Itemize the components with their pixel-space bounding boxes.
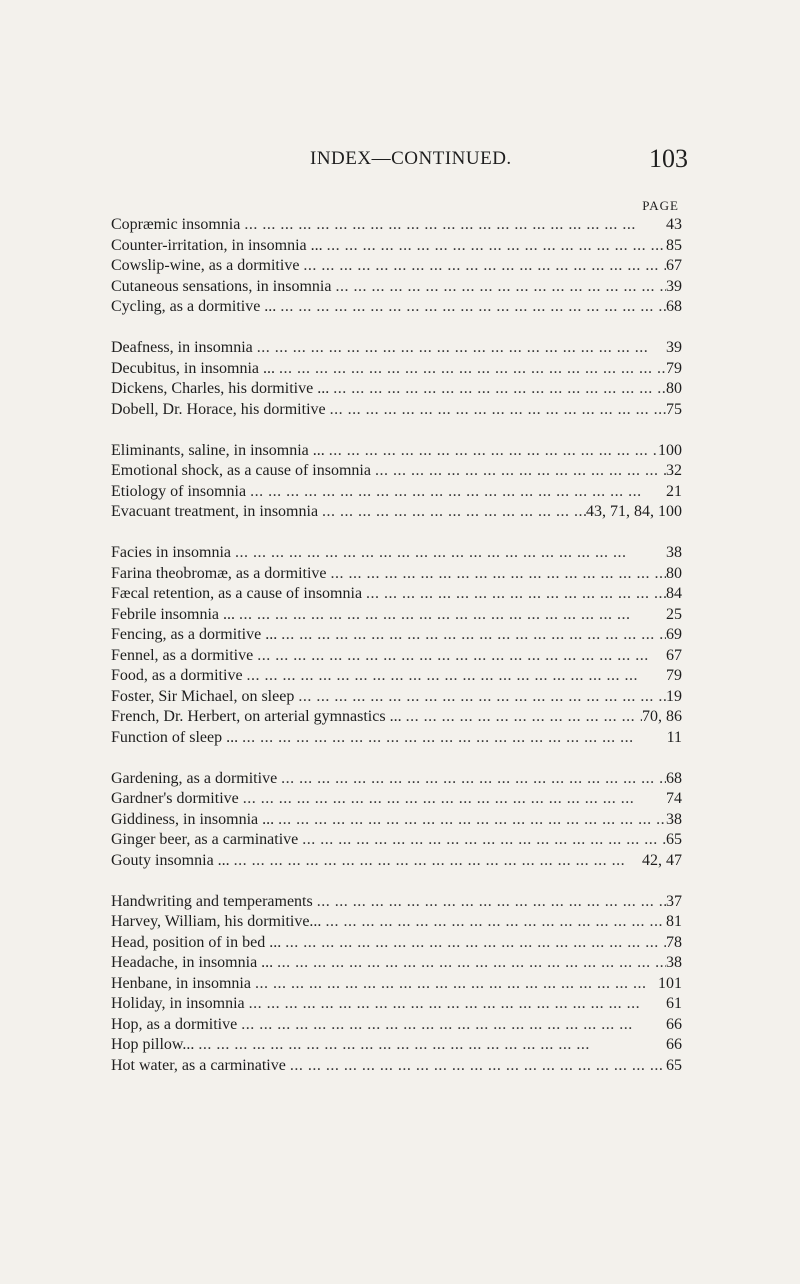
dot-leader (286, 1056, 666, 1077)
entry-text: Dobell, Dr. Horace, his dormitive (111, 400, 326, 418)
entry-page-numbers: 81 (666, 913, 682, 930)
index-group (111, 338, 682, 420)
entry-text: Emotional shock, as a cause of insomnia (111, 462, 371, 479)
running-title: INDEX—CONTINUED. (310, 148, 512, 169)
index-entry (111, 297, 682, 318)
entry-text: Harvey, William, his dormitive... (111, 913, 322, 930)
entry-text: Handwriting and temperaments (111, 892, 313, 910)
index-entry (111, 810, 682, 831)
dot-leader (331, 277, 666, 298)
index-entry (111, 1035, 682, 1056)
dot-leader (239, 789, 666, 810)
dot-leader (362, 584, 666, 605)
entry-page-numbers: 19 (666, 687, 682, 705)
index-entry (111, 912, 682, 933)
dot-leader (230, 851, 642, 872)
entry-page-numbers: 61 (666, 995, 682, 1012)
index-entry (111, 892, 682, 913)
entry-page-numbers: 32 (666, 462, 682, 479)
entry-text: Hop pillow... (111, 1036, 195, 1053)
dot-leader (371, 461, 666, 482)
index-entry (111, 605, 682, 626)
entry-page-numbers: 65 (666, 831, 682, 848)
entry-text: Farina theobromæ, as a dormitive (111, 564, 327, 582)
index-entry (111, 953, 682, 974)
index-entry (111, 974, 682, 995)
page-number: 103 (649, 144, 688, 173)
dot-leader (235, 605, 666, 626)
entry-text: Fæcal retention, as a cause of insomnia (111, 585, 363, 602)
entry-page-numbers: 67 (666, 646, 682, 664)
dot-leader (275, 359, 666, 380)
entry-text: Facies in insomnia (111, 544, 231, 561)
index-entry (111, 994, 682, 1015)
entry-text: Henbane, in insomnia (111, 974, 251, 992)
dot-leader (245, 994, 666, 1015)
index-entry (111, 256, 682, 277)
index-entry (111, 441, 682, 462)
dot-leader (243, 666, 666, 687)
entry-page-numbers: 100 (658, 441, 682, 459)
dot-leader (240, 215, 666, 236)
index-group (111, 441, 682, 523)
entry-text: Hot water, as a carminative (111, 1056, 286, 1074)
index-entry (111, 277, 682, 298)
dot-leader (321, 912, 666, 933)
entry-page-numbers: 74 (666, 790, 682, 807)
entry-text: Dickens, Charles, his dormitive ... (111, 380, 330, 397)
dot-leader (277, 769, 666, 790)
dot-leader (253, 646, 666, 667)
entry-page-numbers: 42, 47 (642, 851, 682, 869)
index-group (111, 215, 682, 318)
entry-page-numbers: 65 (666, 1056, 682, 1074)
entry-text: Deafness, in insomnia (111, 339, 253, 356)
entry-text: Function of sleep ... (111, 728, 239, 746)
dot-leader (276, 297, 666, 318)
entry-page-numbers: 37 (666, 892, 682, 910)
entry-page-numbers: 68 (666, 769, 682, 787)
entry-text: Hop, as a dormitive (111, 1015, 238, 1033)
index-list (111, 215, 682, 1097)
entry-page-numbers: 38 (666, 810, 682, 828)
entry-page-numbers: 101 (658, 974, 682, 992)
index-entry (111, 851, 682, 872)
dot-leader (237, 1015, 666, 1036)
entry-page-numbers: 21 (666, 482, 682, 500)
index-entry (111, 461, 682, 482)
index-entry (111, 707, 682, 728)
dot-leader (277, 625, 666, 646)
entry-text: Gardening, as a dormitive (111, 769, 278, 787)
index-entry (111, 666, 682, 687)
index-entry (111, 625, 682, 646)
index-entry (111, 482, 682, 503)
entry-text: Copræmic insomnia (111, 216, 241, 233)
index-entry (111, 769, 682, 790)
index-entry (111, 215, 682, 236)
dot-leader (318, 502, 586, 523)
entry-page-numbers: 25 (666, 605, 682, 623)
dot-leader (329, 379, 666, 400)
entry-page-numbers: 43 (666, 216, 682, 233)
entry-text: Gouty insomnia ... (111, 851, 230, 869)
dot-leader (327, 564, 666, 585)
entry-text: Headache, in insomnia ... (111, 954, 274, 971)
entry-page-numbers: 75 (666, 400, 682, 418)
entry-page-numbers: 80 (666, 564, 682, 582)
index-entry (111, 543, 682, 564)
index-entry (111, 830, 682, 851)
entry-text: Etiology of insomnia (111, 482, 247, 500)
entry-text: Ginger beer, as a carminative (111, 831, 299, 848)
dot-leader (299, 256, 666, 277)
index-entry (111, 1056, 682, 1077)
dot-leader (231, 543, 666, 564)
entry-text: Foster, Sir Michael, on sleep (111, 687, 295, 705)
page-column-label: PAGE (642, 198, 679, 213)
dot-leader (281, 933, 666, 954)
index-group (111, 769, 682, 872)
dot-leader (273, 953, 666, 974)
entry-page-numbers: 66 (666, 1036, 682, 1053)
index-group (111, 892, 682, 1077)
index-entry (111, 728, 682, 749)
index-entry (111, 789, 682, 810)
entry-text: Febrile insomnia ... (111, 605, 235, 623)
entry-page-numbers: 85 (666, 236, 682, 254)
entry-text: French, Dr. Herbert, on arterial gymnastics ... (111, 708, 402, 725)
entry-page-numbers: 79 (666, 667, 682, 684)
dot-leader (274, 810, 666, 831)
entry-page-numbers: 43, 71, 84, 100 (586, 503, 682, 520)
page-header (110, 144, 690, 176)
entry-page-numbers: 70, 86 (642, 708, 682, 725)
dot-leader (298, 830, 666, 851)
dot-leader (313, 892, 666, 913)
dot-leader (326, 400, 666, 421)
index-entry (111, 236, 682, 257)
dot-leader (323, 236, 666, 257)
index-entry (111, 502, 682, 523)
entry-text: Food, as a dormitive (111, 667, 243, 684)
dot-leader (325, 441, 658, 462)
index-group (111, 543, 682, 748)
index-entry (111, 584, 682, 605)
index-entry (111, 564, 682, 585)
dot-leader (238, 728, 667, 749)
dot-leader (246, 482, 666, 503)
dot-leader (402, 707, 642, 728)
entry-page-numbers: 69 (666, 626, 682, 643)
index-entry (111, 400, 682, 421)
entry-text: Holiday, in insomnia (111, 995, 245, 1012)
index-entry (111, 933, 682, 954)
entry-page-numbers: 39 (666, 339, 682, 356)
entry-text: Cutaneous sensations, in insomnia (111, 277, 332, 295)
entry-page-numbers: 11 (666, 728, 682, 746)
entry-text: Gardner's dormitive (111, 790, 239, 807)
index-entry (111, 359, 682, 380)
entry-page-numbers: 39 (666, 277, 682, 295)
index-entry (111, 687, 682, 708)
entry-text: Giddiness, in insomnia ... (111, 810, 275, 828)
entry-text: Counter-irritation, in insomnia ... (111, 236, 323, 254)
entry-text: Head, position of in bed ... (111, 933, 282, 951)
entry-page-numbers: 79 (666, 359, 682, 377)
dot-leader (251, 974, 658, 995)
entry-page-numbers: 38 (666, 544, 682, 561)
index-entry (111, 1015, 682, 1036)
dot-leader (253, 338, 666, 359)
entry-page-numbers: 80 (666, 380, 682, 397)
dot-leader (294, 687, 666, 708)
index-entry (111, 646, 682, 667)
entry-page-numbers: 68 (666, 298, 682, 315)
index-entry (111, 379, 682, 400)
dot-leader (194, 1035, 666, 1056)
entry-text: Cowslip-wine, as a dormitive (111, 257, 300, 274)
entry-page-numbers: 38 (666, 954, 682, 971)
entry-text: Fencing, as a dormitive ... (111, 626, 278, 643)
entry-text: Decubitus, in insomnia ... (111, 359, 275, 377)
entry-text: Cycling, as a dormitive ... (111, 298, 277, 315)
entry-page-numbers: 78 (666, 933, 682, 951)
index-entry (111, 338, 682, 359)
entry-text: Fennel, as a dormitive (111, 646, 254, 664)
entry-page-numbers: 84 (666, 585, 682, 602)
entry-text: Eliminants, saline, in insomnia ... (111, 441, 325, 459)
entry-page-numbers: 66 (666, 1015, 682, 1033)
entry-text: Evacuant treatment, in insomnia (111, 503, 319, 520)
entry-page-numbers: 67 (666, 257, 682, 274)
